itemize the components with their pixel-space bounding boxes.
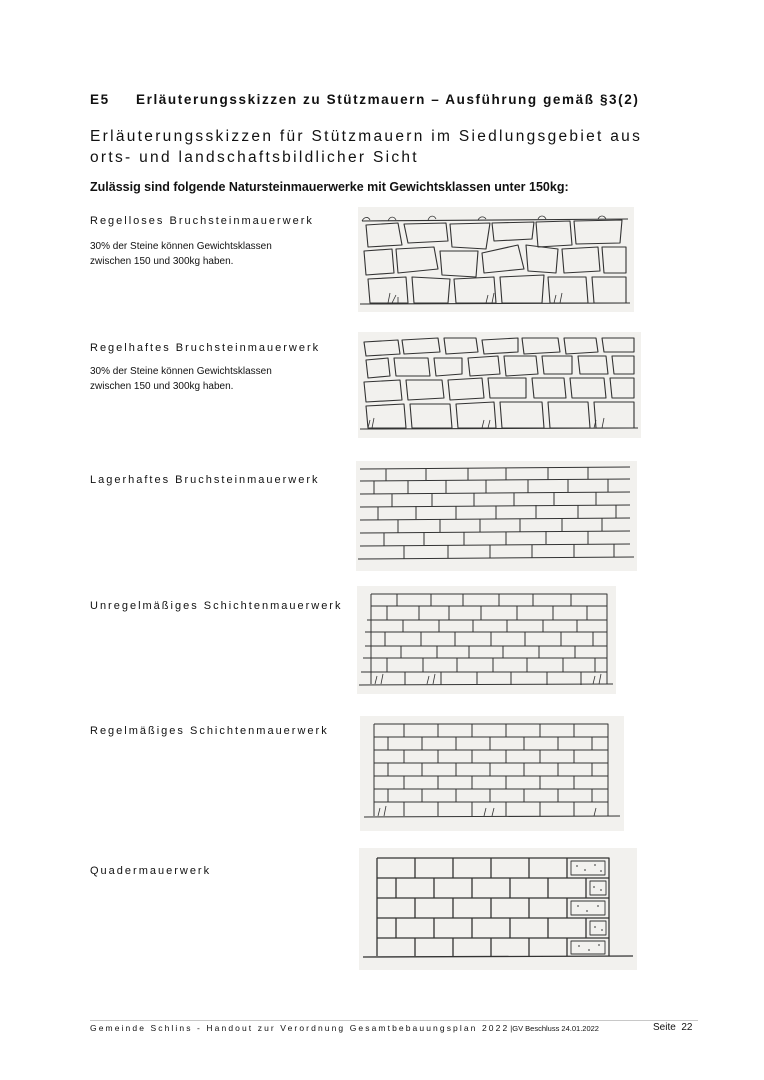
wall-type-label-5: Regelmäßiges Schichtenmauerwerk (90, 725, 329, 737)
page-title (90, 126, 690, 168)
irregular-course-wall-illustration (357, 586, 616, 694)
wall-type-label-1: Regelloses Bruchsteinmauerwerk (90, 215, 314, 227)
random-rubble-wall-illustration (358, 207, 634, 312)
wall-type-note-1-line-1: 30% der Steine können Gewichtsklassen (90, 241, 272, 252)
wall-type-label-6: Quadermauerwerk (90, 865, 212, 877)
section-title: Erläuterungsskizzen zu Stützmauern – Ausführung gemäß §3(2) (136, 92, 640, 107)
page-title-line-2: orts- und landschaftsbildlicher Sicht (90, 149, 419, 166)
wall-type-note-1-line-2: zwischen 150 und 300kg haben. (90, 256, 234, 267)
wall-type-label-2: Regelhaftes Bruchsteinmauerwerk (90, 342, 321, 354)
footer (90, 1022, 693, 1033)
page-number-value: 22 (681, 1022, 693, 1033)
footer-resolution: |GV Beschluss 24.01.2022 (510, 1024, 599, 1033)
coursed-rubble-wall-illustration (358, 332, 641, 438)
wall-type-note-1 (90, 239, 272, 269)
page-title-line-1: Erläuterungsskizzen für Stützmauern im Siedlungsgebiet aus (90, 128, 643, 145)
footer-divider (90, 1020, 698, 1021)
subheading: Zulässig sind folgende Natursteinmauerwerke mit Gewichtsklassen unter 150kg: (90, 180, 569, 194)
page-label: Seite (653, 1022, 676, 1033)
wall-type-note-2 (90, 364, 272, 394)
wall-type-label-3: Lagerhaftes Bruchsteinmauerwerk (90, 474, 320, 486)
footer-document-title: Gemeinde Schlins - Handout zur Verordnung Gesamtbebauungsplan 2022 (90, 1023, 510, 1033)
section-heading (90, 92, 639, 107)
wall-type-note-2-line-1: 30% der Steine können Gewichtsklassen (90, 366, 272, 377)
section-number: E5 (90, 92, 110, 107)
wall-type-label-4: Unregelmäßiges Schichtenmauerwerk (90, 600, 343, 612)
regular-course-wall-illustration (360, 716, 624, 831)
wall-type-note-2-line-2: zwischen 150 und 300kg haben. (90, 381, 234, 392)
bedded-rubble-wall-illustration (356, 461, 637, 571)
ashlar-wall-illustration (359, 848, 637, 970)
page-number (653, 1022, 692, 1033)
